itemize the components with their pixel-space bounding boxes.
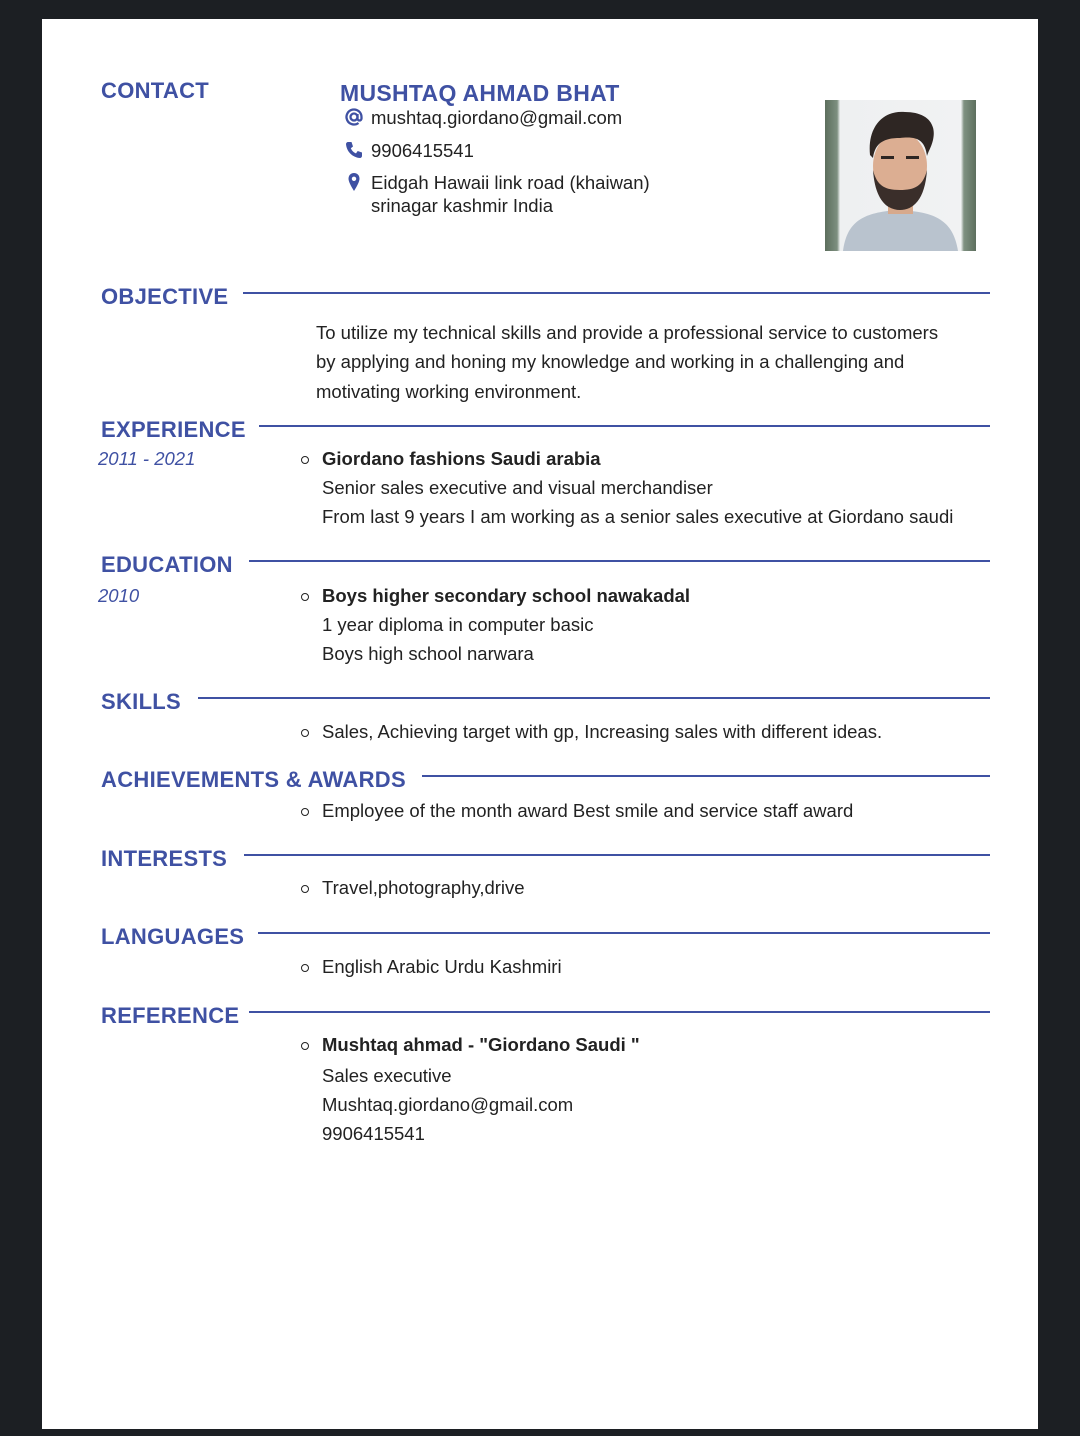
education-title: Boys higher secondary school nawakadal [322,585,691,606]
contact-email[interactable]: mushtaq.giordano@gmail.com [371,107,623,128]
objective-line-2: by applying and honing my knowledge and working in a challenging and [316,351,905,372]
interests-heading: INTERESTS [101,846,228,871]
interests-divider [244,854,990,856]
contact-heading: CONTACT [101,78,210,103]
bullet-icon [301,729,309,737]
resume-page [42,19,1038,1429]
objective-line-3: motivating working environment. [316,381,582,402]
languages-item: English Arabic Urdu Kashmiri [322,956,562,977]
interests-item: Travel,photography,drive [322,877,525,898]
reference-name: Mushtaq ahmad - "Giordano Saudi " [322,1034,640,1055]
education-date: 2010 [98,585,140,606]
skills-item: Sales, Achieving target with gp, Increasing sales with different ideas. [322,721,883,742]
bullet-icon [301,593,309,601]
achievements-item: Employee of the month award Best smile and service staff award [322,800,854,821]
reference-email[interactable]: Mushtaq.giordano@gmail.com [322,1094,574,1115]
objective-line-1: To utilize my technical skills and provide a professional service to customers [316,322,939,343]
location-pin-icon [344,172,364,192]
languages-divider [258,932,990,934]
achievements-heading: ACHIEVEMENTS & AWARDS [101,767,406,792]
education-divider [249,560,990,562]
experience-date: 2011 - 2021 [98,448,196,469]
objective-heading: OBJECTIVE [101,284,229,309]
objective-divider [243,292,990,294]
achievements-divider [422,775,990,777]
reference-role: Sales executive [322,1065,452,1086]
bullet-icon [301,964,309,972]
bullet-icon [301,885,309,893]
experience-detail: From last 9 years I am working as a senior sales executive at Giordano saudi [322,506,954,527]
profile-photo [825,100,976,251]
contact-phone[interactable]: 9906415541 [371,140,474,161]
contact-address-line1: Eidgah Hawaii link road (khaiwan) [371,172,650,193]
skills-heading: SKILLS [101,689,182,714]
candidate-name: MUSHTAQ AHMAD BHAT [340,80,620,106]
experience-role: Senior sales executive and visual merchandiser [322,477,713,498]
education-line-2: Boys high school narwara [322,643,534,664]
reference-phone[interactable]: 9906415541 [322,1123,425,1144]
languages-heading: LANGUAGES [101,924,245,949]
experience-divider [259,425,990,427]
experience-heading: EXPERIENCE [101,417,246,442]
bullet-icon [301,456,309,464]
bullet-icon [301,808,309,816]
phone-icon [344,140,364,160]
at-icon [344,107,364,127]
education-heading: EDUCATION [101,552,233,577]
reference-heading: REFERENCE [101,1003,240,1028]
experience-title: Giordano fashions Saudi arabia [322,448,601,469]
bullet-icon [301,1042,309,1050]
education-line-1: 1 year diploma in computer basic [322,614,594,635]
skills-divider [198,697,990,699]
contact-address-line2: srinagar kashmir India [371,195,553,216]
reference-divider [249,1011,990,1013]
